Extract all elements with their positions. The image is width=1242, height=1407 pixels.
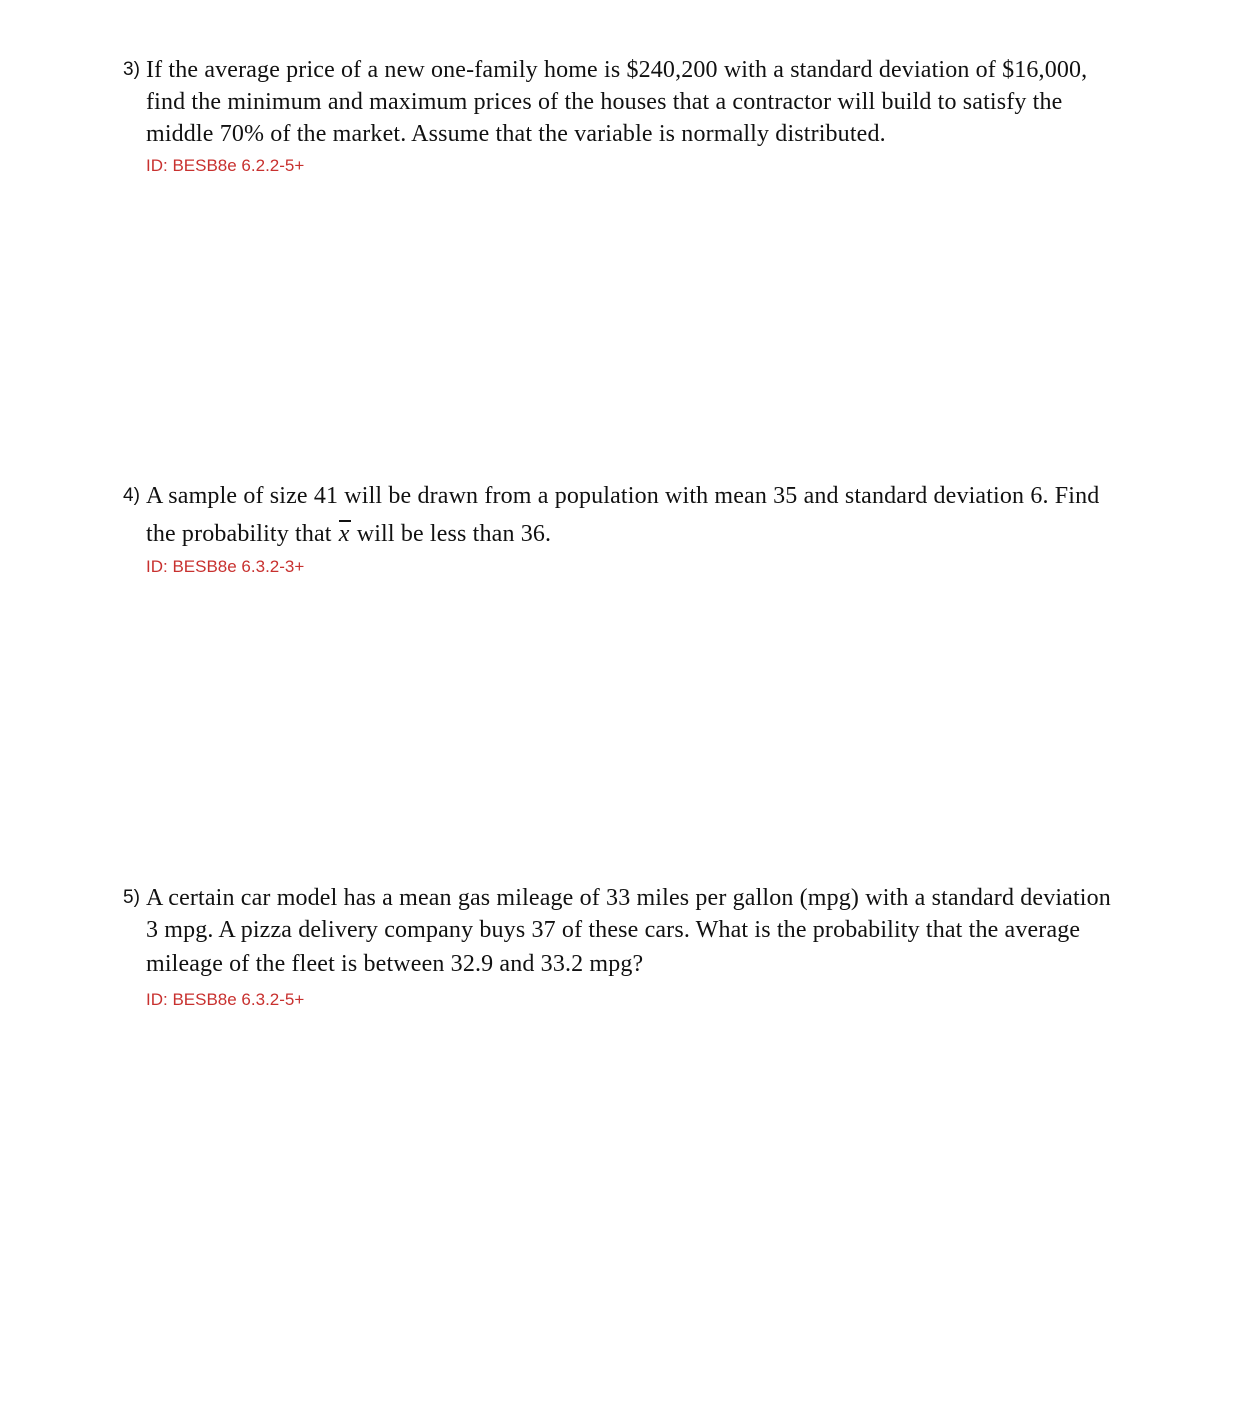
question-id: ID: BESB8e 6.3.2-3+ [146, 557, 305, 576]
question-body [146, 882, 1166, 1010]
question-id: ID: BESB8e 6.3.2-5+ [146, 990, 305, 1009]
question-body [146, 54, 1166, 176]
question-number: 3) [123, 59, 140, 80]
question-number: 5) [123, 887, 140, 908]
question-text-line: 3 mpg. A pizza delivery company buys 37 of these cars. What is the probability that the average [146, 917, 1081, 943]
question-text-line: mileage of the fleet is between 32.9 and 33.2 mpg? [146, 951, 644, 977]
question-number: 4) [123, 485, 140, 506]
question-id: ID: BESB8e 6.2.2-5+ [146, 156, 305, 175]
question-text-line [146, 518, 1166, 556]
x-bar-symbol: x [338, 518, 351, 550]
question-text-fragment: will be less than 36. [350, 521, 552, 547]
question-text-line: If the average price of a new one-family home is $240,200 with a standard deviation of $16,000, [146, 57, 1088, 83]
question-body [146, 480, 1166, 577]
question-text-fragment: the probability that [146, 521, 338, 547]
question-text-line: A sample of size 41 will be drawn from a population with mean 35 and standard deviation 6. Find [146, 483, 1100, 509]
question-text-line: find the minimum and maximum prices of the houses that a contractor will build to satisfy the [146, 89, 1063, 115]
question-text-line: middle 70% of the market. Assume that the variable is normally distributed. [146, 121, 886, 147]
question-text-line: A certain car model has a mean gas mileage of 33 miles per gallon (mpg) with a standard deviation [146, 885, 1111, 911]
